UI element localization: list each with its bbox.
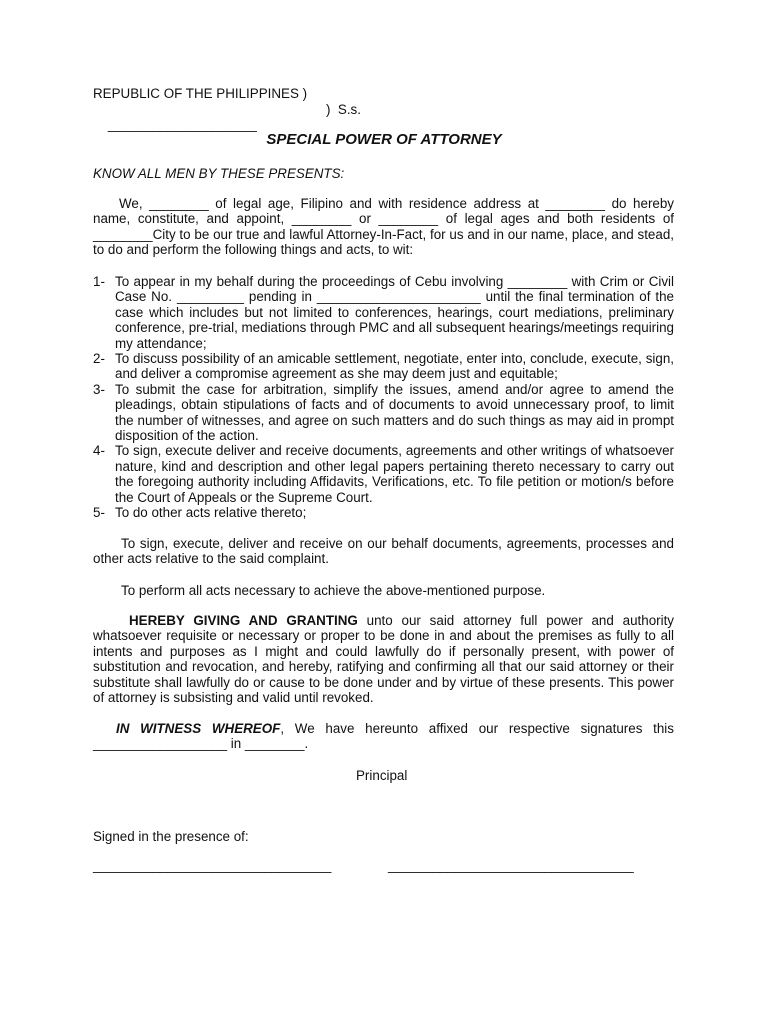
ss-label: ) S.s. <box>326 102 361 117</box>
item-text: To sign, execute deliver and receive documents, agreements and other writings of whatsoever nature, kind and description and other legal papers pertaining thereto necessary to carry out the foregoing authority including Affidavits, Verifications, etc. To file petition or motion/s before the Court of Appeals or the Supreme Court. <box>115 443 674 505</box>
granting-text: unto our said attorney full power and authority whatsoever requisite or necessary or proper to be done in and about the premises as fully to all intents and purposes as I might and could lawfully do if personally present, with power of substitution and revocation, and hereby, ratifying and confirming all that our said attorney or their substitute shall lawfully do or cause to be done under and by virtue of these presents. This power of attorney is subsisting and valid until revoked. <box>93 613 674 706</box>
granting-paragraph <box>93 613 674 705</box>
witness-text: , We have hereunto affixed our respective signatures this __________________ in ________. <box>93 721 674 752</box>
perform-acts-paragraph: To perform all acts necessary to achieve the above-mentioned purpose. <box>121 583 546 598</box>
presence-label: Signed in the presence of: <box>93 829 249 844</box>
item-text: To do other acts relative thereto; <box>115 505 307 521</box>
list-item <box>93 505 674 520</box>
document-title: SPECIAL POWER OF ATTORNEY <box>266 131 502 148</box>
granting-lead: HEREBY GIVING AND GRANTING <box>129 613 358 628</box>
item-text: To discuss possibility of an amicable settlement, negotiate, enter into, conclude, execute, sign, and deliver a compromise agreement as she may deem just and equitable; <box>115 351 674 382</box>
principal-label: Principal <box>356 768 408 783</box>
witness-signature-line: ________________________________ <box>93 858 332 873</box>
list-item <box>93 443 674 505</box>
item-number: 5- <box>93 505 105 521</box>
appointment-paragraph: We, ________ of legal age, Filipino and with residence address at ________ do hereby name, constitute, and appoint, ________ or ________ of legal ages and both residents of ________City to be our true and lawful Attorney-In-Fact, for us and in our name, place, and stead, to do and perform the following things and acts, to wit: <box>93 196 674 258</box>
item-number: 4- <box>93 443 105 459</box>
witness-paragraph <box>93 721 674 752</box>
item-text: To submit the case for arbitration, simplify the issues, amend and/or agree to amend the pleadings, obtain stipulations of facts and of documents to avoid unnecessary proof, to limit the number of witnesses, and agree on such matters and do such things as may aid in prompt disposition of the action. <box>115 381 674 444</box>
list-item <box>93 351 674 382</box>
witness-lead: IN WITNESS WHEREOF <box>116 721 281 736</box>
powers-list <box>93 274 674 521</box>
witness-signature-line: _________________________________ <box>388 858 634 873</box>
item-number: 2- <box>93 351 105 367</box>
item-number: 1- <box>93 274 105 289</box>
venue-blank: ____________________ <box>107 117 257 132</box>
item-number: 3- <box>93 381 105 397</box>
sign-documents-paragraph: To sign, execute, deliver and receive on our behalf documents, agreements, processes and other acts relative to the said complaint. <box>93 536 674 567</box>
list-item <box>93 382 674 444</box>
item-text: To appear in my behalf during the proceedings of Cebu involving ________ with Crim or Civil Case No. _________ pending in ______________________ until the final termination of the case which includes but not limited to conferences, hearings, court mediations, preliminary conference, pre-trial, mediations through PMC and all subsequent hearings/meetings requiring my attendance; <box>115 274 675 351</box>
republic-line: REPUBLIC OF THE PHILIPPINES ) <box>93 86 308 101</box>
list-item <box>93 274 674 351</box>
intro-line: KNOW ALL MEN BY THESE PRESENTS: <box>93 166 345 181</box>
